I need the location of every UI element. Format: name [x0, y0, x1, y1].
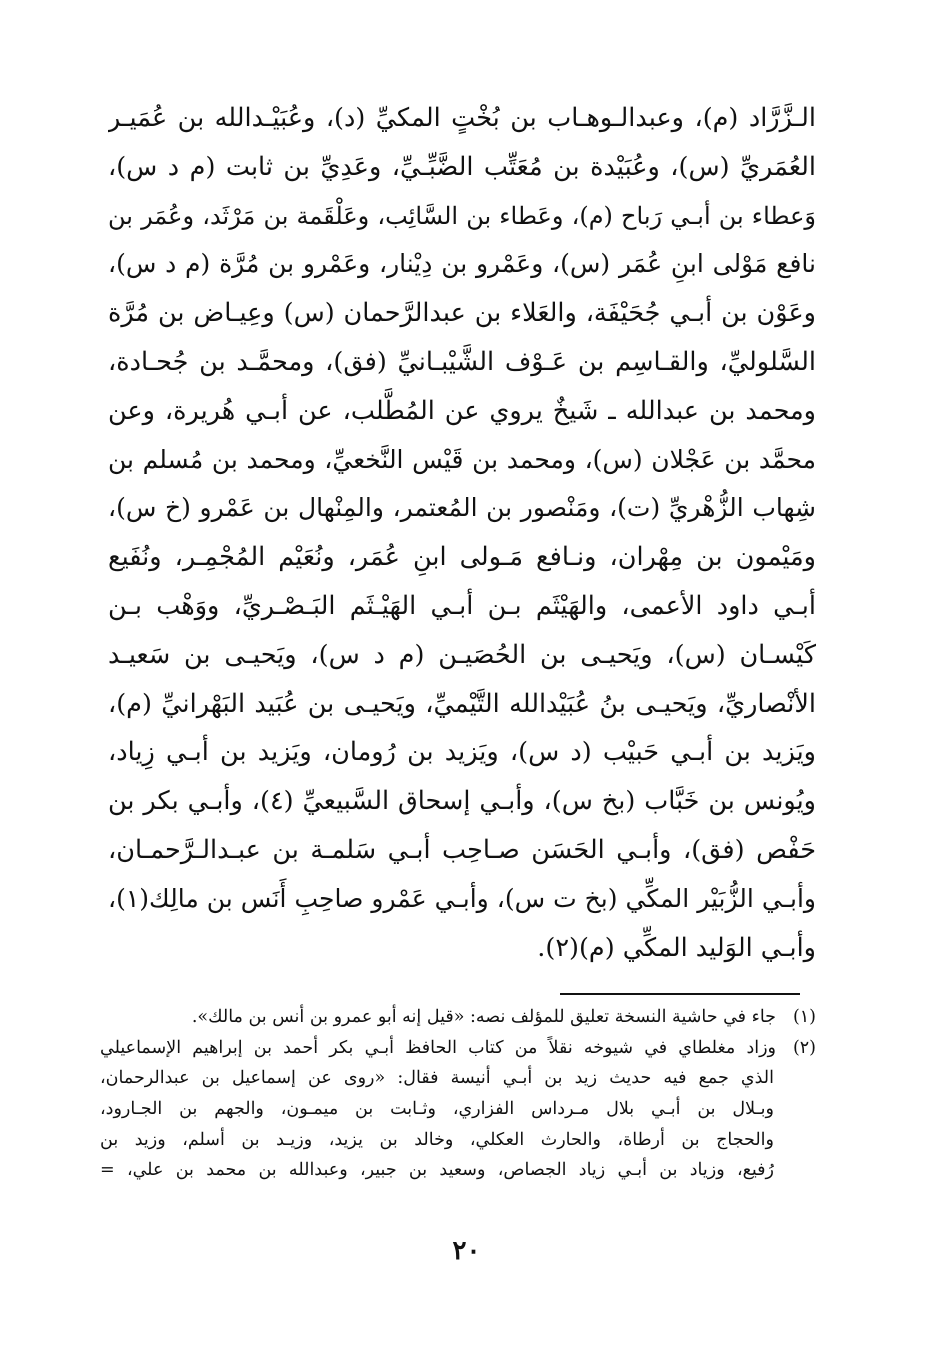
footnote-line	[100, 1002, 816, 1033]
footnote-text: والحجاج بن أرطاة، والحارث العكلي، وخالد بن يزيد، وزيـد بن أسلم، وزيد بن	[100, 1129, 774, 1150]
text-line: الأنْصاريِّ، ويَحيـى بنُ عُبَيْدالله التَّيْميِّ، ويَحيـى بن عُبَيد البَهْرانيِّ (م)،	[108, 688, 816, 719]
footnote-number: (١)	[792, 1007, 816, 1027]
text-line: وعَوْن بن أبـي جُحَيْفَة، والعَلاء بن عبدالرَّحمان (س) وعِيـاض بن مُرَّة	[108, 298, 816, 329]
footnote-text: الذي جمع فيه حديث زيد بن أبـي أنيسة فقال: «روى عن إسماعيل بن عبدالرحمان،	[100, 1068, 774, 1089]
text-line: حَفْص (فق)، وأبـي الحَسَن صـاحِب أبـي سَلمـة بن عبـدالـرَّحمـان،	[108, 834, 816, 865]
text-line: الـزَّرَّاد (م)، وعبدالـوهـاب بن بُخْتٍ المكيِّ (د)، وعُبَيْـدالله بن عُمَيـر	[108, 103, 816, 133]
footnote-line	[100, 1094, 816, 1125]
text-line: محمَّد بن عَجْلان (س)، ومحمد بن قَيْس النَّخعيِّ، ومحمد بن مُسلم بن	[108, 444, 816, 474]
text-line: العُمَريِّ (س)، وعُبَيْدة بن مُعَتِّب الضَّبِّـيِّ، وعَدِيِّ بن ثابت (م د س)،	[108, 151, 816, 182]
text-line: ويُونس بن خَبَّاب (بخ س)، وأبـي إسحاق السَّبيعيِّ (٤)، وأبـي بكر بن	[108, 786, 816, 817]
text-line: ومحمد بن عبدالله ـ شَيخٌ يروي عن المُطَّلب، عن أبـي هُريرة، وعن	[108, 395, 816, 426]
footnote-text: رُفيع، وزياد بن أبـي زياد الجصاص، وسعيد بن جبير، وعبدالله بن محمد بن علي، =	[100, 1160, 774, 1181]
footnote-text: وزاد مغلطاي في شيوخه نقلاً من كتاب الحافظ أبـي بكر أحمد بن إبراهيم الإسماعيلي	[100, 1037, 776, 1058]
main-text-block	[108, 94, 816, 972]
footnote-number: (٢)	[792, 1037, 816, 1058]
footnote-line	[100, 1063, 816, 1094]
footnote-line	[100, 1155, 816, 1186]
text-line: كَيْسـان (س)، ويَحيـى بن الحُصَيـن (م د س)، ويَحيـى بن سَعيـد	[108, 639, 816, 670]
text-line: وأبـي الزُّبَيْر المكِّي (بخ ت س)، وأبـي عَمْرو صاحِبِ أَنَس بن مالِك(١)،	[108, 883, 816, 913]
text-line: نافع مَوْلى ابنِ عُمَر (س)، وعَمْرو بن دِيْنار، وعَمْرو بن مُرَّة (م د س)،	[108, 249, 816, 279]
text-line: وَعطاء بن أبـي رَباح (م)، وعَطاء بن السَّائِب، وعَلْقَمة بن مَرْثَد، وعُمَر بن	[108, 201, 816, 230]
text-line: السَّلوليِّ، والقـاسِم بن عَـوْف الشَّيْبـانيِّ (فق)، ومحمَّـد بن جُحـادة،	[108, 346, 816, 377]
text-line: ومَيْمون بن مِهْران، ونـافع مَـولى ابنِ عُمَر، ونُعَيْم المُجْمِـر، ونُفَيع	[108, 542, 816, 573]
footnotes-block	[100, 1002, 816, 1186]
footnote-text: وبـلال بن أبـي بلال مـرداس الفزاري، وثـابت بن ميمـون، والجهم بن الجـارود،	[100, 1099, 774, 1120]
footnote-text: جاء في حاشية النسخة تعليق للمؤلف نصه: «قيل إنه أبو عمرو بن أنس بن مالك».	[191, 1007, 776, 1027]
text-line: ويَزيد بن أبـي حَبيْب (د س)، ويَزيد بن رُومان، ويَزيد بن أبـي زِياد،	[108, 737, 816, 768]
text-line: أبـي داود الأعمى، والهَيْثَم بـن أبـي الهَيْـثَم البَـصْـريِّ، ووَهْب بـن	[108, 590, 816, 621]
footnote-line	[100, 1033, 816, 1064]
footnote-separator	[560, 993, 800, 995]
text-line: وأبـي الوَليد المكِّي (م)(٢).	[537, 932, 816, 963]
text-line: شِهاب الزُّهْريِّ (ت)، ومَنْصور بن المُعتمر، والمِنْهال بن عَمْرو (خ س)،	[108, 493, 816, 523]
page-number: ٢٠	[452, 1236, 481, 1266]
footnote-line	[100, 1125, 816, 1156]
